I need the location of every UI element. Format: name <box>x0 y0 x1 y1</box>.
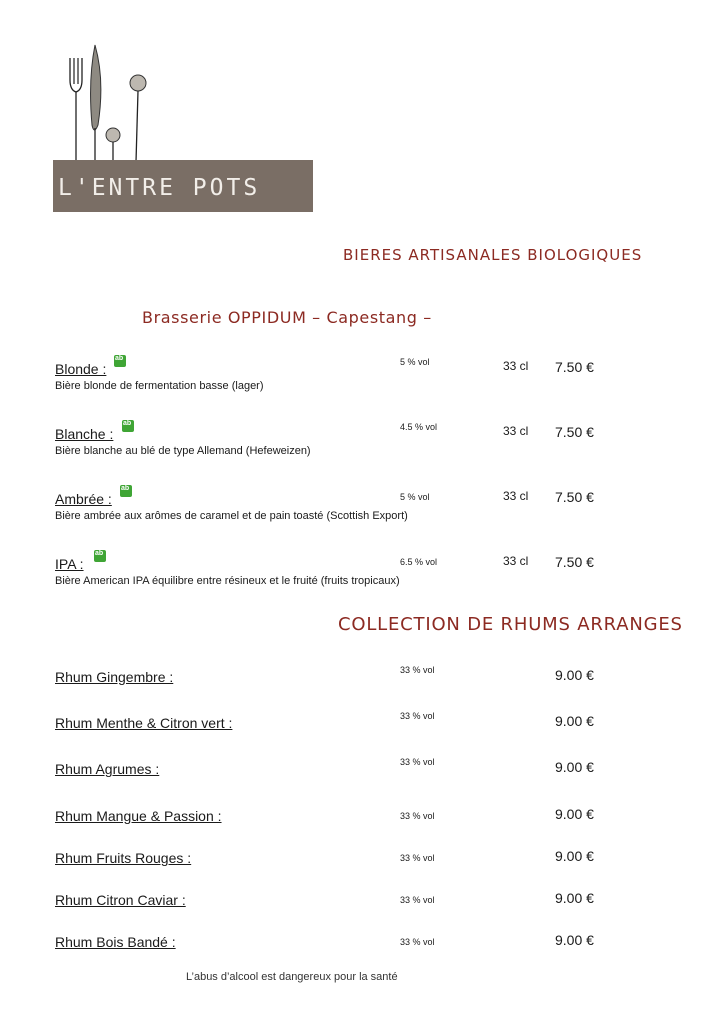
rhum-abv: 33 % vol <box>400 711 435 721</box>
beer-size: 33 cl <box>503 554 529 568</box>
beer-abv: 4.5 % vol <box>400 422 438 432</box>
beer-name: Ambrée : <box>55 491 112 507</box>
rhum-item <box>0 665 724 689</box>
rhum-price: 9.00 € <box>555 806 594 822</box>
beer-name: Blanche : <box>55 426 114 442</box>
beer-name: Blonde : <box>55 361 107 377</box>
rhum-price: 9.00 € <box>555 890 594 906</box>
bio-logo-icon <box>94 550 106 562</box>
rhum-name: Rhum Fruits Rouges : <box>55 850 192 866</box>
rhum-price: 9.00 € <box>555 667 594 683</box>
beer-description: Bière blonde de fermentation basse (lager) <box>55 380 264 392</box>
rhum-abv: 33 % vol <box>400 853 435 863</box>
beer-size: 33 cl <box>503 424 529 438</box>
logo-text: L'ENTRE POTS <box>58 175 261 201</box>
rhum-item <box>0 757 724 781</box>
rhum-item <box>0 846 724 870</box>
rhum-abv: 33 % vol <box>400 811 435 821</box>
rhum-price: 9.00 € <box>555 932 594 948</box>
beer-price: 7.50 € <box>555 359 594 375</box>
beer-item-ambree <box>0 485 724 525</box>
beer-price: 7.50 € <box>555 489 594 505</box>
beer-name: IPA : <box>55 556 84 572</box>
rhum-name: Rhum Agrumes : <box>55 761 160 777</box>
rhum-abv: 33 % vol <box>400 895 435 905</box>
rhum-item <box>0 711 724 735</box>
beer-description: Bière blanche au blé de type Allemand (Hefeweizen) <box>55 445 311 457</box>
health-warning: L’abus d’alcool est dangereux pour la santé <box>186 971 398 983</box>
beer-item-ipa <box>0 550 724 590</box>
rhum-price: 9.00 € <box>555 713 594 729</box>
beer-price: 7.50 € <box>555 554 594 570</box>
beer-item-blanche <box>0 420 724 460</box>
beer-abv: 5 % vol <box>400 492 430 502</box>
rhum-name: Rhum Mangue & Passion : <box>55 808 222 824</box>
beer-description: Bière ambrée aux arômes de caramel et de pain toasté (Scottish Export) <box>55 510 408 522</box>
rhum-item <box>0 930 724 954</box>
rhum-name: Rhum Bois Bandé : <box>55 934 176 950</box>
beer-item-blonde <box>0 355 724 395</box>
beer-description: Bière American IPA équilibre entre résineux et le fruité (fruits tropicaux) <box>55 575 400 587</box>
rhums-section-title: COLLECTION DE RHUMS ARRANGES <box>338 614 683 635</box>
beer-size: 33 cl <box>503 359 529 373</box>
rhum-item <box>0 888 724 912</box>
beer-price: 7.50 € <box>555 424 594 440</box>
rhum-name: Rhum Gingembre : <box>55 669 174 685</box>
bio-logo-icon <box>122 420 134 432</box>
rhum-item <box>0 804 724 828</box>
beers-section-title: BIERES ARTISANALES BIOLOGIQUES <box>343 246 643 264</box>
rhum-price: 9.00 € <box>555 848 594 864</box>
beer-abv: 6.5 % vol <box>400 557 438 567</box>
rhum-abv: 33 % vol <box>400 757 435 767</box>
beer-size: 33 cl <box>503 489 529 503</box>
bio-logo-icon <box>120 485 132 497</box>
rhum-price: 9.00 € <box>555 759 594 775</box>
bio-logo-icon <box>114 355 126 367</box>
restaurant-logo <box>50 40 315 215</box>
brewery-title: Brasserie OPPIDUM – Capestang – <box>142 308 432 327</box>
beer-abv: 5 % vol <box>400 357 430 367</box>
rhum-name: Rhum Citron Caviar : <box>55 892 186 908</box>
rhum-name: Rhum Menthe & Citron vert : <box>55 715 233 731</box>
rhum-abv: 33 % vol <box>400 665 435 675</box>
rhum-abv: 33 % vol <box>400 937 435 947</box>
